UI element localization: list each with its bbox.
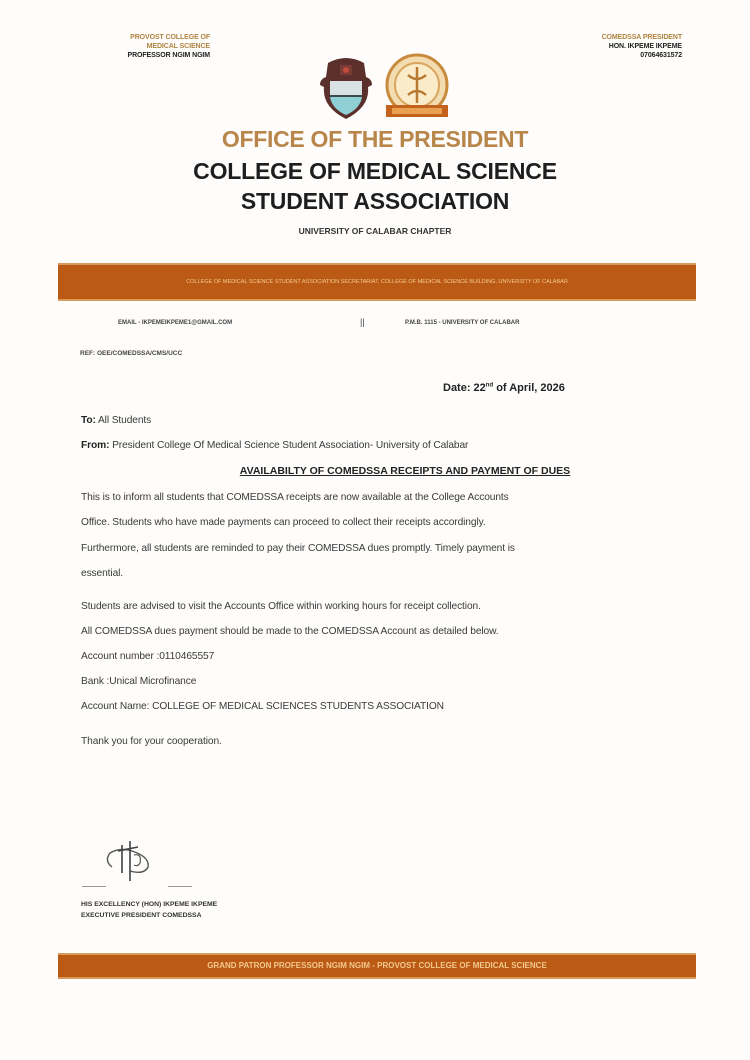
provost-corner-block <box>75 33 210 60</box>
signatory-title: EXECUTIVE PRESIDENT COMEDSSA <box>81 912 202 919</box>
paragraph1-line2: Office. Students who have made payments can proceed to collect their receipts accordingly. <box>81 517 486 528</box>
president-corner-block <box>560 33 682 60</box>
chapter-name: UNIVERSITY OF CALABAR CHAPTER <box>298 226 452 236</box>
account-number: Account number :0110465557 <box>81 651 215 662</box>
office-title: OFFICE OF THE PRESIDENT <box>221 126 529 152</box>
bank-name: Bank :Unical Microfinance <box>81 676 197 687</box>
handwritten-signature-icon <box>100 837 162 885</box>
footer-banner: GRAND PATRON PROFESSOR NGIM NGIM - PROVOST COLLEGE OF MEDICAL SCIENCE <box>58 953 696 979</box>
date-rest: of April, 2026 <box>493 382 565 394</box>
paragraph1-line4: essential. <box>81 568 124 579</box>
president-phone: 07064631572 <box>640 52 682 59</box>
date-label: Date: 22 <box>443 382 486 394</box>
account-name: Account Name: COLLEGE OF MEDICAL SCIENCES STUDENTS ASSOCIATION <box>81 701 444 712</box>
organization-name-line1: COLLEGE OF MEDICAL SCIENCE <box>193 158 557 184</box>
university-crest-icon <box>316 55 376 121</box>
paragraph1-line3: Furthermore, all students are reminded to pay their COMEDSSA dues promptly. Timely payment is <box>81 543 515 554</box>
provost-title-line2: MEDICAL SCIENCE <box>146 43 210 50</box>
payment-line: All COMEDSSA dues payment should be made to the COMEDSSA Account as detailed below. <box>81 626 499 637</box>
association-seal-icon <box>380 53 454 123</box>
to-label: To: <box>81 415 96 426</box>
provost-name: PROFESSOR NGIM NGIM <box>127 52 210 59</box>
postal-address: P.M.B. 1115 - UNIVERSITY OF CALABAR <box>405 320 520 326</box>
date-suffix: nd <box>485 382 494 389</box>
contact-separator: || <box>360 317 365 327</box>
letter-subject: AVAILABILTY OF COMEDSSA RECEIPTS AND PAYMENT OF DUES <box>239 465 571 477</box>
reference-number: REF: OEE/COMEDSSA/CMS/UCC <box>80 350 183 357</box>
letter-date <box>443 382 565 394</box>
email-address: EMAIL - IKPEMEIKPEME1@GMAIL.COM <box>118 320 233 326</box>
signatory-name: HIS EXCELLENCY (HON) IKPEME IKPEME <box>81 901 218 908</box>
address-banner: COLLEGE OF MEDICAL SCIENCE STUDENT ASSOCIATION SECRETARIAT, COLLEGE OF MEDICAL SCIENCE BUILDING, UNIVERSITY OF CALABAR <box>58 263 696 301</box>
closing-line: Thank you for your cooperation. <box>81 736 222 747</box>
signature-line-left <box>82 886 106 887</box>
organization-name-line2: STUDENT ASSOCIATION <box>240 188 510 214</box>
from-label: From: <box>81 440 110 451</box>
to-value: All Students <box>95 415 152 426</box>
recipient-line <box>81 415 151 426</box>
president-name: HON. IKPEME IKPEME <box>608 43 682 50</box>
from-value: President College Of Medical Science Student Association- University of Calabar <box>109 440 469 451</box>
logos <box>312 53 454 123</box>
president-title: COMEDSSA PRESIDENT <box>601 34 682 41</box>
sender-line <box>81 440 468 451</box>
signature-line-right <box>168 886 192 887</box>
advice-line: Students are advised to visit the Accounts Office within working hours for receipt collection. <box>81 601 481 612</box>
provost-title-line1: PROVOST COLLEGE OF <box>130 34 210 41</box>
paragraph1-line1: This is to inform all students that COMEDSSA receipts are now available at the College Accounts <box>81 492 509 503</box>
